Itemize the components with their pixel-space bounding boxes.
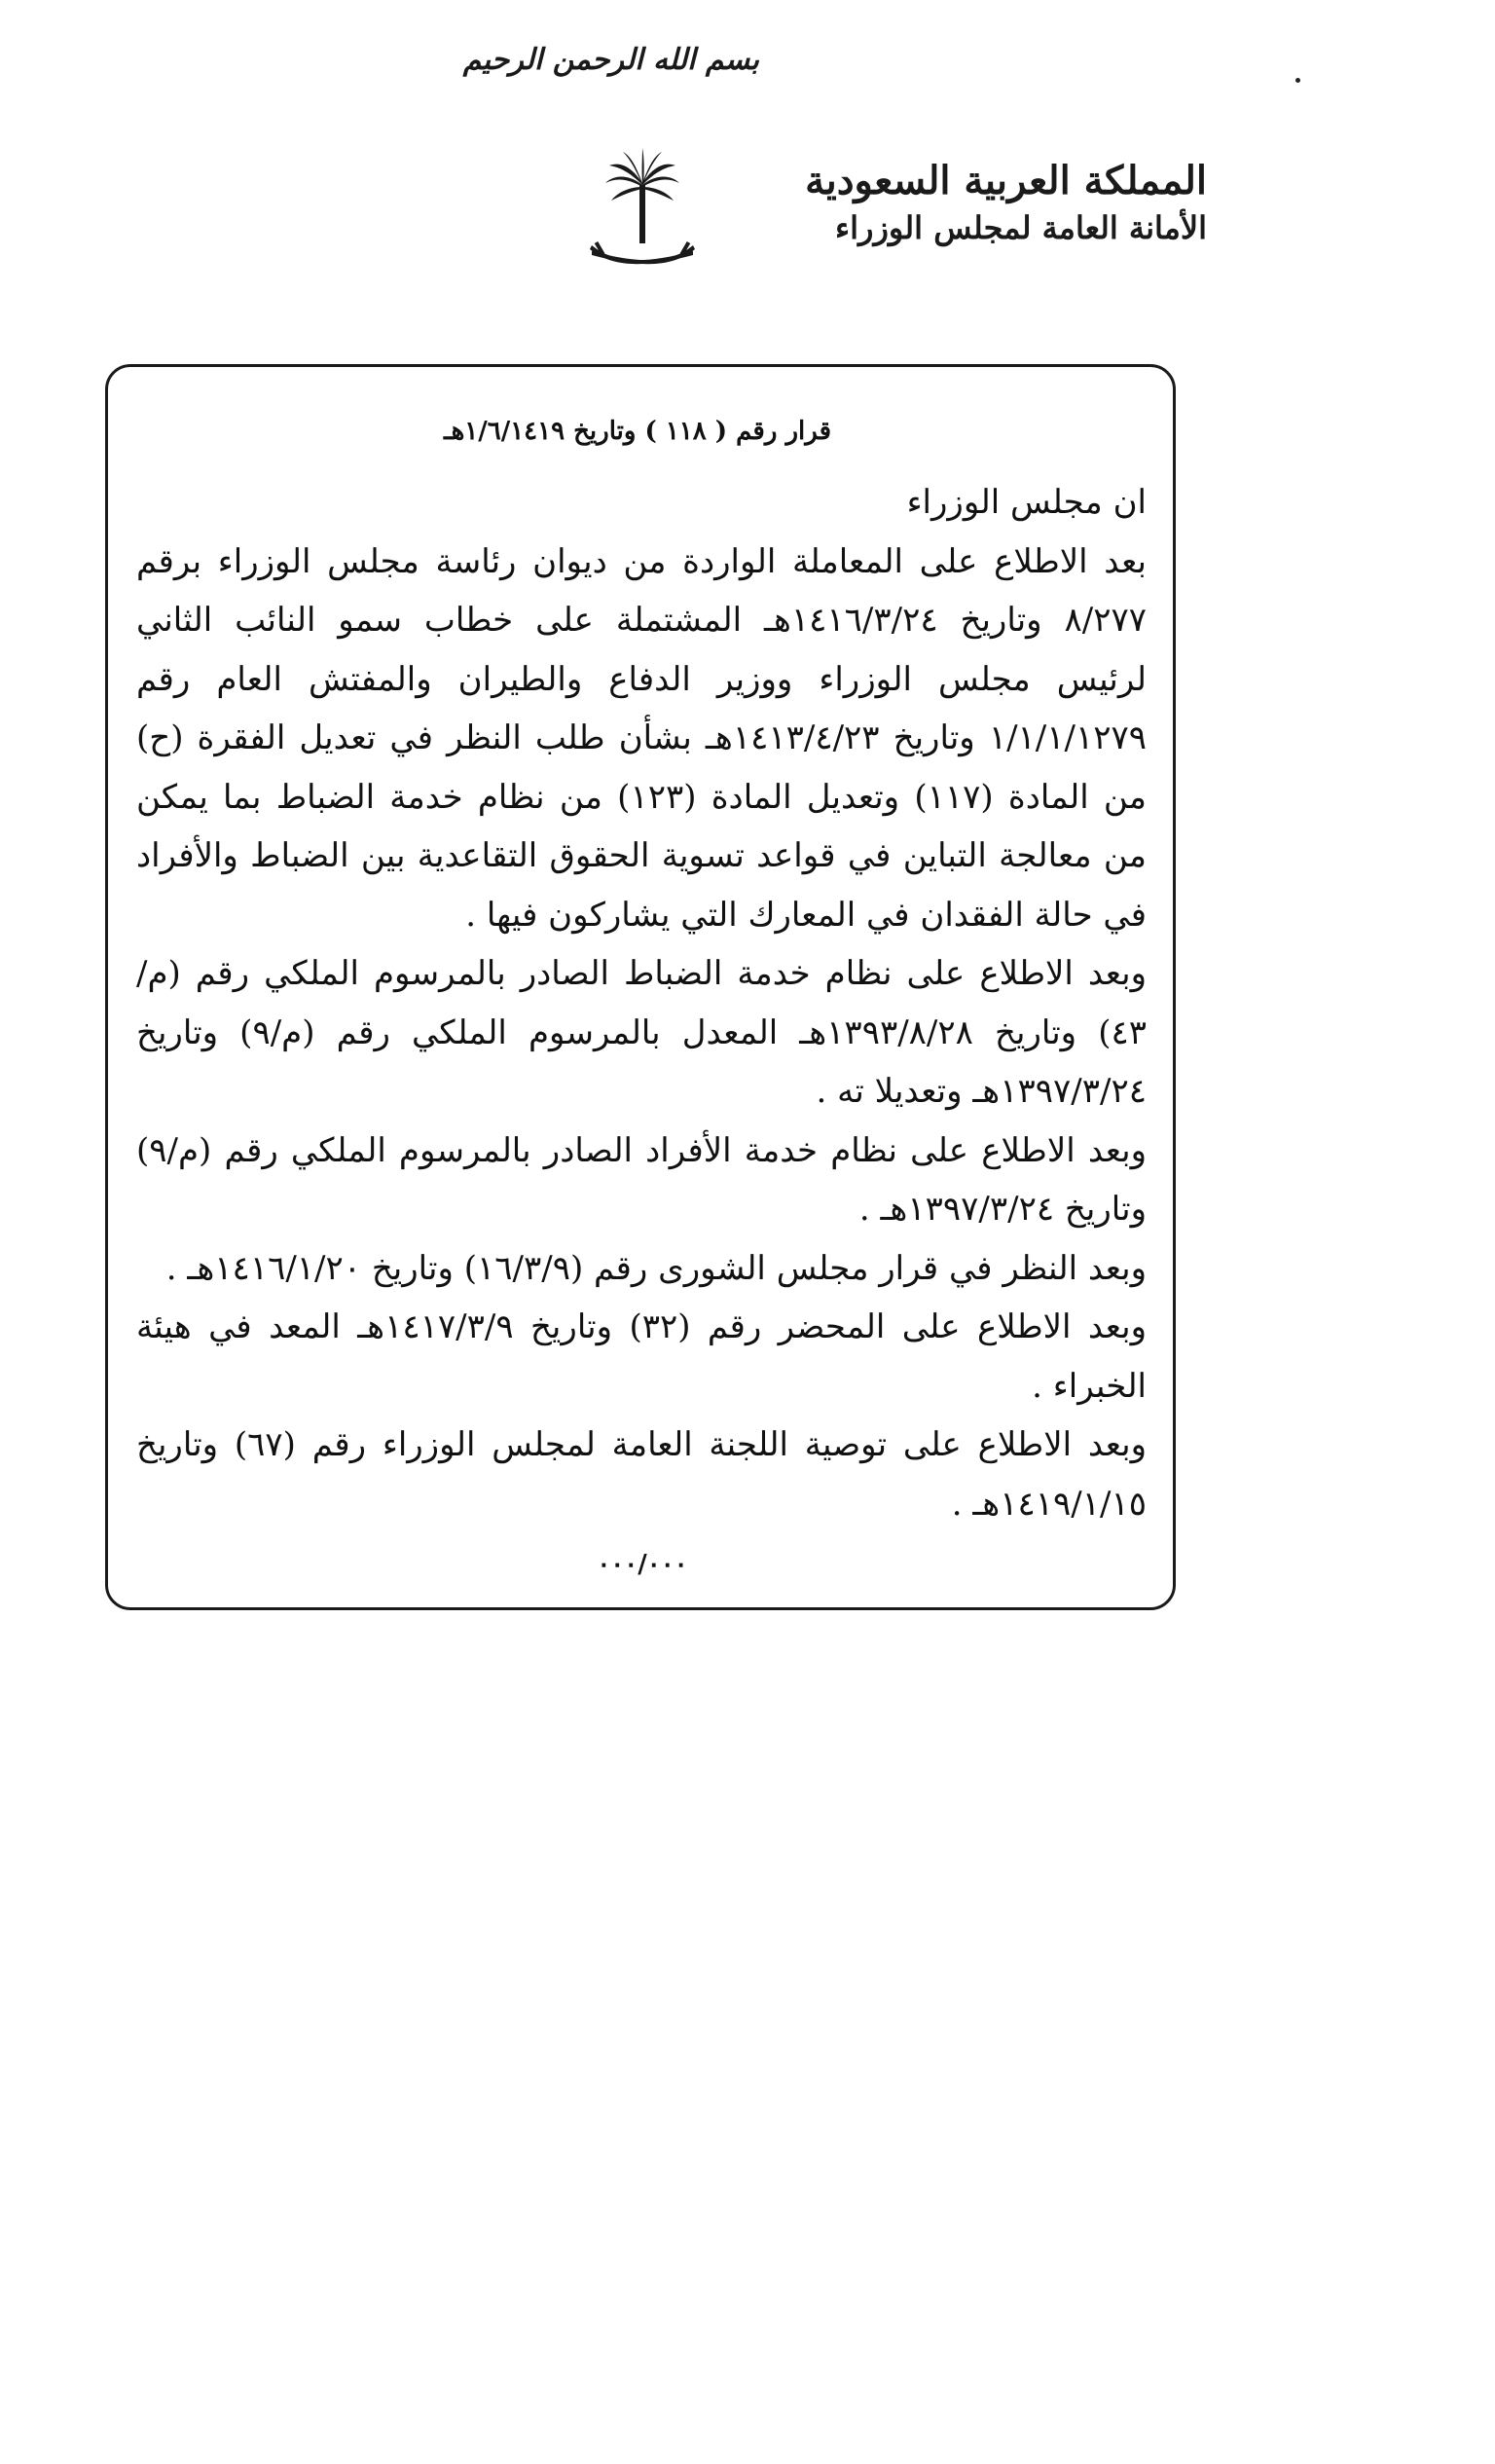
saudi-emblem-icon — [584, 144, 701, 280]
basmala: بسم الله الرحمن الرحيم — [462, 43, 759, 77]
secretariat-name: الأمانة العامة لمجلس الوزراء — [835, 209, 1207, 246]
paragraph: وبعد الاطلاع على توصية اللجنة العامة لمجلس الوزراء رقم (٦٧) وتاريخ ١٤١٩/١/١٥هـ . — [136, 1425, 1147, 1524]
salutation: ان مجلس الوزراء — [906, 483, 1147, 522]
paragraph: وبعد الاطلاع على المحضر رقم (٣٢) وتاريخ ١٤١٧/٣/٩هـ المعد في هيئة الخبراء . — [136, 1307, 1147, 1406]
paragraph: وبعد النظر في قرار مجلس الشورى رقم (١٦/٣/٩) وتاريخ ١٤١٦/١/٢٠هـ . — [165, 1248, 1147, 1288]
paragraph: وبعد الاطلاع على نظام خدمة الضباط الصادر بالمرسوم الملكي رقم (م/٤٣) وتاريخ ١٣٩٣/٨/٢٨هـ المعدل بالمرسوم الملكي رقم (م/٩) وتاريخ ١٣٩٧/٣/٢٤هـ وتعديلا ته . — [136, 954, 1148, 1111]
decision-title: قرار رقم ( ١١٨ ) وتاريخ ١/٦/١٤١٩هـ — [443, 417, 832, 446]
kingdom-name: المملكة العربية السعودية — [805, 158, 1207, 203]
document-body — [136, 473, 1147, 1533]
letterhead — [805, 156, 1207, 249]
continuation-mark: ٠٠٠/٠٠٠ — [597, 1550, 688, 1579]
paragraph: وبعد الاطلاع على نظام خدمة الأفراد الصادر بالمرسوم الملكي رقم (م/٩) وتاريخ ١٣٩٧/٣/٢٤هـ . — [136, 1130, 1147, 1229]
scan-mark — [1295, 78, 1300, 83]
paragraph: بعد الاطلاع على المعاملة الواردة من ديوان رئاسة مجلس الوزراء برقم ٨/٢٧٧ وتاريخ ١٤١٦/٣/٢٤هـ المشتملة على خطاب سمو النائب الثاني لرئيس مجلس الوزراء ووزير الدفاع والطيران والمفتش العام رقم ١/١/١/١٢٧٩ وتاريخ ١٤١٣/٤/٢٣هـ بشأن طلب النظر في تعديل الفقرة (ح) من المادة (١١٧) وتعديل المادة (١٢٣) من نظام خدمة الضباط بما يمكن من معالجة التباين في قواعد تسوية الحقوق التقاعدية بين الضباط والأفراد في حالة الفقدان في المعارك التي يشاركون فيها . — [136, 541, 1148, 935]
